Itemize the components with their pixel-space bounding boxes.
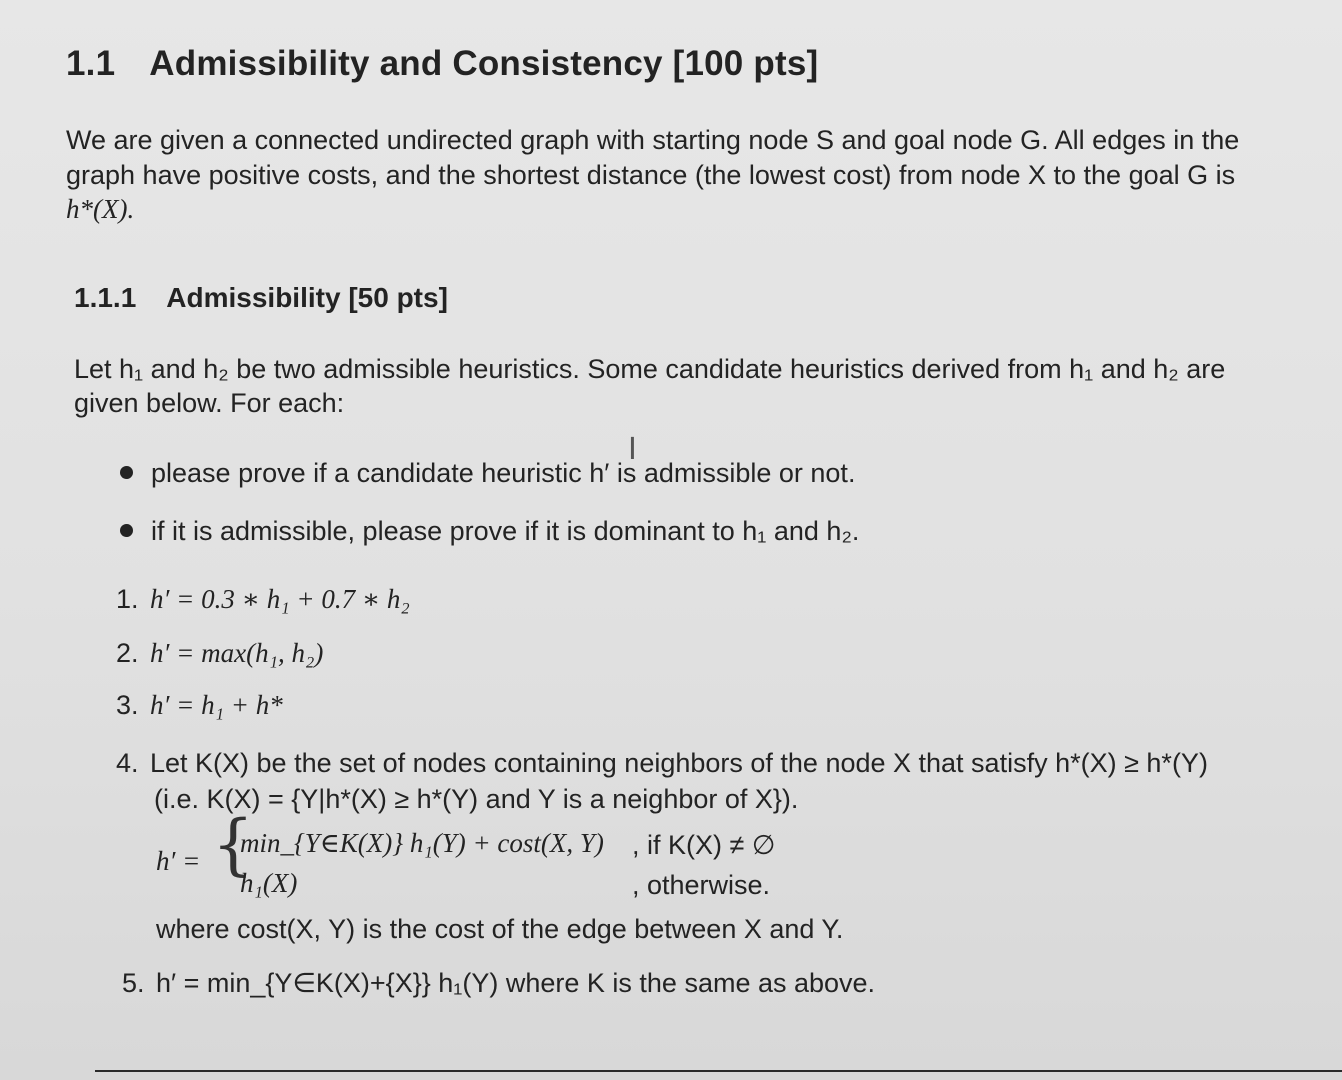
item-formula: h′ = max(h₁, h₂) — [150, 638, 324, 668]
intro-line-3: h*(X). — [66, 194, 135, 224]
item-4-where: where cost(X, Y) is the cost of the edge between X and Y. — [156, 914, 844, 944]
item-number: 2. — [116, 638, 139, 668]
item-number: 5. — [122, 968, 145, 998]
subsection-number: 1.1.1 — [74, 282, 137, 313]
section-number: 1.1 — [66, 44, 116, 83]
intro-line-1: We are given a connected undirected graph with starting node S and goal node G. All edges in the — [66, 125, 1240, 155]
list-item-5 — [122, 968, 875, 999]
piecewise-case-2-expr: h₁(X) — [240, 868, 298, 898]
piecewise-case-1-expr: min_{Y∈K(X)} h₁(Y) + cost(X, Y) — [240, 828, 604, 858]
text-cursor-icon: I — [628, 432, 637, 467]
piecewise-lhs: h′ = — [156, 846, 201, 876]
bullet-item-1 — [120, 458, 855, 489]
list-item-1 — [116, 584, 410, 615]
bullet-text: if it is admissible, please prove if it is dominant to h₁ and h₂. — [151, 516, 860, 546]
bottom-divider — [95, 1070, 1342, 1072]
list-item-4 — [116, 748, 1208, 779]
item-formula: h′ = 0.3 ∗ h₁ + 0.7 ∗ h₂ — [150, 584, 410, 614]
subintro-line-2: given below. For each: — [74, 388, 345, 418]
subintro-line-1: Let h₁ and h₂ be two admissible heuristics. Some candidate heuristics derived from h₁ and h₂ are — [74, 354, 1226, 384]
bullet-item-2 — [120, 516, 859, 547]
list-item-2 — [116, 638, 323, 669]
subsection-title: Admissibility [50 pts] — [166, 282, 448, 313]
item-number: 3. — [116, 690, 139, 720]
section-title: Admissibility and Consistency [100 pts] — [149, 44, 819, 83]
subsection-heading — [74, 282, 448, 314]
item-formula: h′ = min_{Y∈K(X)+{X}} h₁(Y) where K is the same as above. — [156, 968, 876, 998]
list-item-3 — [116, 690, 283, 721]
piecewise-case-2-cond: , otherwise. — [632, 870, 771, 900]
item-number: 1. — [116, 584, 139, 614]
section-heading — [66, 44, 818, 84]
piecewise-case-1-cond: , if K(X) ≠ ∅ — [632, 830, 776, 860]
intro-line-2: graph have positive costs, and the shortest distance (the lowest cost) from node X to the goal G is — [66, 160, 1236, 190]
bullet-dot-icon — [120, 524, 133, 537]
item-number: 4. — [116, 748, 139, 778]
item-4-line-2: (i.e. K(X) = {Y|h*(X) ≥ h*(Y) and Y is a neighbor of X}). — [154, 784, 799, 814]
item-formula: h′ = h₁ + h* — [150, 690, 283, 720]
bullet-text: please prove if a candidate heuristic h′ is admissible or not. — [151, 458, 856, 488]
left-brace-icon: { — [212, 806, 254, 883]
item-4-line-1: Let K(X) be the set of nodes containing neighbors of the node X that satisfy h*(X) ≥ h*(Y) — [150, 748, 1208, 778]
bullet-dot-icon — [120, 466, 133, 479]
